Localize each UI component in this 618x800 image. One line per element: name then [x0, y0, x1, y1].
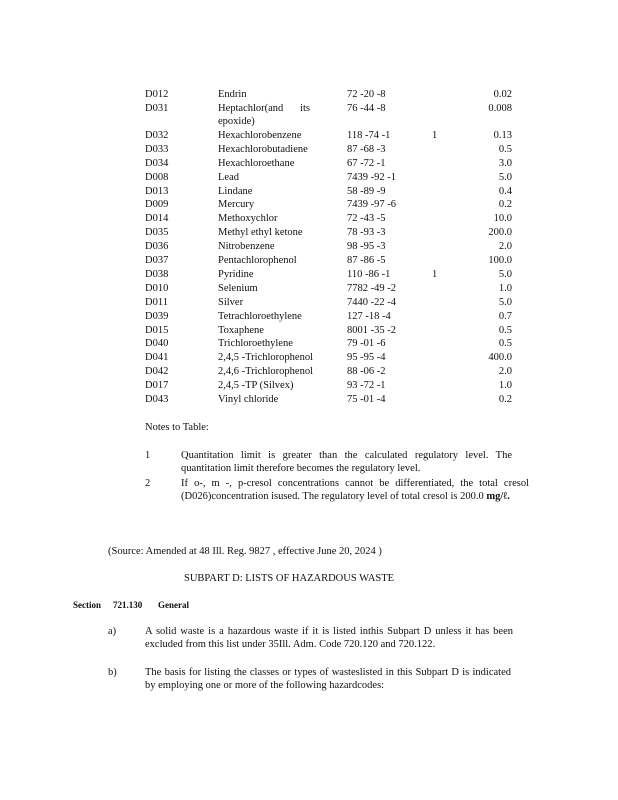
waste-code-cell: D014: [145, 213, 169, 225]
note-2-text: [181, 477, 529, 503]
contaminant-name-cell: Hexachloroethane: [218, 157, 295, 169]
contaminant-name-cell: Trichloroethylene: [218, 338, 293, 350]
cas-number-cell: 58 -89 -9: [347, 185, 386, 197]
section-label: Section: [73, 600, 101, 610]
contaminant-name-cell: Pyridine: [218, 268, 254, 280]
regulatory-level-cell: 0.5: [498, 143, 512, 155]
contaminant-name-cell: Selenium: [218, 282, 258, 294]
cas-number-cell: 118 -74 -1: [347, 129, 391, 141]
paragraph-a-text: A solid waste is a hazardous waste if it is listed inthis Subpart D unless it has been excluded from this list under 35Ill. Adm. Code 720.120 and 720.122.: [145, 626, 513, 650]
waste-code-cell: D033: [145, 143, 169, 155]
note-2-unit: mg/ℓ.: [486, 491, 510, 502]
regulatory-level-cell: 5.0: [498, 268, 512, 280]
waste-code-cell: D040: [145, 338, 169, 350]
cas-number-cell: 7440 -22 -4: [347, 296, 396, 308]
waste-code-cell: D010: [145, 282, 169, 294]
contaminant-name-cell: Lindane: [218, 185, 253, 197]
cas-number-cell: 76 -44 -8: [347, 102, 386, 114]
regulatory-level-cell: 0.2: [498, 199, 512, 211]
paragraph-a-letter: a): [108, 626, 117, 637]
contaminant-name-cell: Pentachlorophenol: [218, 255, 297, 266]
regulatory-level-cell: 2.0: [498, 366, 512, 378]
cas-number-cell: 7439 -92 -1: [347, 171, 396, 183]
paragraph-b-letter: b): [108, 667, 117, 678]
cas-number-cell: 98 -95 -3: [347, 241, 386, 253]
notes-heading: Notes to Table:: [145, 422, 209, 433]
contaminant-name-cell: Mercury: [218, 199, 255, 211]
contaminant-name-cell: Silver: [218, 296, 244, 308]
regulatory-level-cell: 200.0: [488, 227, 512, 239]
contaminant-name-cell: Toxaphene: [218, 324, 264, 336]
note-ref-cell: 1: [432, 129, 438, 141]
waste-code-cell: D012: [145, 89, 169, 100]
regulatory-level-cell: 0.5: [498, 324, 512, 336]
source-note: (Source: Amended at 48 Ill. Reg. 9827 , effective June 20, 2024 ): [108, 546, 382, 557]
subpart-title: SUBPART D: LISTS OF HAZARDOUS WASTE: [184, 573, 395, 584]
contaminant-name-cell: 2,4,5 -TP (Silvex): [218, 380, 294, 392]
section-number: 721.130: [113, 600, 143, 610]
waste-code-cell: D043: [145, 394, 169, 405]
waste-code-cell: D042: [145, 366, 169, 378]
contaminant-name-cell: 2,4,6 -Trichlorophenol: [218, 366, 313, 378]
regulatory-level-cell: 1.0: [498, 380, 512, 392]
cas-number-cell: 79 -01 -6: [347, 338, 386, 350]
cas-number-cell: 72 -43 -5: [347, 213, 386, 225]
section-title: General: [158, 600, 189, 610]
paragraph-b-text: The basis for listing the classes or types of wasteslisted in this Subpart D is indicated by employing one or more of the following hazardcodes:: [145, 667, 511, 691]
cas-number-cell: 75 -01 -4: [347, 394, 386, 405]
waste-code-cell: D009: [145, 199, 169, 211]
waste-code-cell: D011: [145, 296, 168, 308]
cas-number-cell: 87 -68 -3: [347, 143, 386, 155]
note-1-number: 1: [145, 450, 151, 461]
regulatory-level-cell: 0.02: [493, 89, 512, 100]
contaminant-name-cell: Endrin: [218, 89, 247, 100]
regulatory-level-cell: 0.008: [488, 102, 512, 114]
regulatory-level-cell: 0.4: [498, 185, 512, 197]
note-2-body: If o-, m -, p-cresol concentrations cannot be differentiated, the total cresol (D026)concentration isused. The regulatory level of total cresol is 200.0: [181, 478, 529, 502]
regulatory-level-cell: 5.0: [498, 296, 512, 308]
contaminant-name-cell: Heptachlor(and its epoxide): [218, 102, 310, 127]
regulatory-level-cell: 0.7: [498, 310, 512, 322]
contaminant-name-cell: 2,4,5 -Trichlorophenol: [218, 352, 313, 364]
waste-code-cell: D038: [145, 268, 169, 280]
note-ref-cell: 1: [432, 268, 438, 280]
cas-number-cell: 93 -72 -1: [347, 380, 386, 392]
note-2-number: 2: [145, 478, 151, 489]
contaminant-name-cell: Nitrobenzene: [218, 241, 275, 253]
cas-number-cell: 7782 -49 -2: [347, 282, 396, 294]
contaminant-name-cell: Hexachlorobutadiene: [218, 143, 308, 155]
waste-code-cell: D041: [145, 352, 169, 364]
cas-number-cell: 78 -93 -3: [347, 227, 386, 239]
waste-code-cell: D008: [145, 171, 169, 183]
cas-number-cell: 72 -20 -8: [347, 89, 386, 100]
waste-code-cell: D037: [145, 255, 169, 266]
regulatory-level-cell: 400.0: [488, 352, 512, 364]
contaminant-name-cell: Methoxychlor: [218, 213, 278, 225]
note-1-text: Quantitation limit is greater than the calculated regulatory level. The quantitation limit therefore becomes the regulatory level.: [181, 450, 512, 474]
cas-number-cell: 87 -86 -5: [347, 255, 386, 266]
regulatory-level-cell: 0.2: [498, 394, 512, 405]
cas-number-cell: 67 -72 -1: [347, 157, 386, 169]
cas-number-cell: 7439 -97 -6: [347, 199, 396, 211]
waste-code-cell: D036: [145, 241, 169, 253]
cas-number-cell: 95 -95 -4: [347, 352, 386, 364]
cas-number-cell: 127 -18 -4: [347, 310, 391, 322]
cas-number-cell: 110 -86 -1: [347, 268, 391, 280]
regulatory-level-cell: 0.5: [498, 338, 512, 350]
cas-number-cell: 8001 -35 -2: [347, 324, 396, 336]
regulatory-level-cell: 5.0: [498, 171, 512, 183]
waste-code-cell: D017: [145, 380, 169, 392]
waste-code-cell: D015: [145, 324, 169, 336]
contaminant-name-cell: Lead: [218, 171, 239, 183]
waste-code-cell: D039: [145, 310, 169, 322]
regulatory-level-cell: 0.13: [493, 129, 512, 141]
contaminant-name-cell: Vinyl chloride: [218, 394, 279, 405]
waste-code-cell: D034: [145, 157, 169, 169]
regulatory-level-cell: 10.0: [493, 213, 512, 225]
contaminant-name-cell: Methyl ethyl ketone: [218, 227, 303, 239]
waste-code-cell: D031: [145, 102, 169, 114]
contaminant-name-cell: Hexachlorobenzene: [218, 129, 302, 141]
waste-code-cell: D032: [145, 129, 169, 141]
cas-number-cell: 88 -06 -2: [347, 366, 386, 378]
contaminant-name-cell: Tetrachloroethylene: [218, 310, 302, 322]
regulatory-level-cell: 3.0: [498, 157, 512, 169]
waste-code-cell: D013: [145, 185, 169, 197]
waste-code-cell: D035: [145, 227, 169, 239]
regulatory-level-cell: 1.0: [498, 282, 512, 294]
regulatory-level-cell: 100.0: [488, 255, 512, 266]
regulatory-level-cell: 2.0: [498, 241, 512, 253]
